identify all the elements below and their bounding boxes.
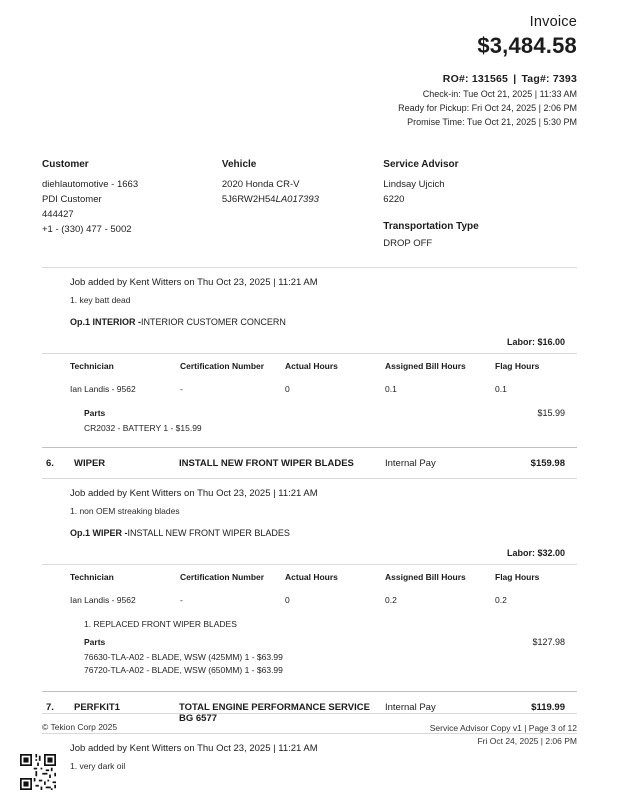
transportation-title: Transportation Type [383,221,479,232]
op-label: Op.1 INTERIOR - [70,317,142,327]
job-block-wiper [42,447,577,675]
col-actual-hours: Actual Hours [285,361,338,371]
col-flag-hours: Flag Hours [495,361,540,371]
customer-phone: +1 - (330) 477 - 5002 [42,224,132,235]
job-code: WIPER [74,458,106,469]
part-line: CR2032 - BATTERY 1 - $15.99 [84,423,202,433]
technician-table [42,565,577,611]
job-code: PERFKIT1 [74,702,120,713]
tag-number: 7393 [552,73,577,85]
job-price: $159.98 [530,458,565,469]
job-price: $119.99 [531,702,565,713]
op-line [42,516,577,548]
job-number: 7. [46,702,54,713]
ro-label: RO# [442,73,465,85]
part-line: 76630-TLA-A02 - BLADE, WSW (425MM) 1 - $63.99 [84,652,283,662]
col-certification: Certification Number [180,572,265,582]
col-assigned-bill-hours: Assigned Bill Hours [385,361,466,371]
job-added-note: Job added by Kent Witters on Thu Oct 23, 2025 | 11:21 AM [70,743,318,754]
customer-subname: PDI Customer [42,194,102,205]
tech-cert: - [180,384,183,394]
advisor-id: 6220 [383,194,405,205]
vehicle-vin [222,192,383,207]
col-technician: Technician [70,572,114,582]
copy-info: Service Advisor Copy v1 | Page 3 of 12 [429,723,577,733]
col-actual-hours: Actual Hours [285,572,338,582]
job-pay-type: Internal Pay [385,458,436,469]
customer-name: diehlautomotive - 1663 [42,179,139,190]
labor-total: Labor: $16.00 [506,337,565,347]
page-footer [42,713,577,748]
table-header-row [42,354,577,378]
job-description: TOTAL ENGINE PERFORMANCE SERVICE BG 6577 [179,702,370,724]
parts-header [42,400,577,420]
job-number: 6. [46,458,54,469]
tech-assigned-hours: 0.2 [385,595,397,605]
op-description: INSTALL NEW FRONT WIPER BLADES [127,528,290,538]
job-pay-type: Internal Pay [385,702,436,713]
col-certification: Certification Number [180,361,265,371]
footer-right [430,722,577,748]
customer-id: 444427 [42,209,74,220]
job-concern: 1. key batt dead [70,295,131,305]
printed-timestamp: Fri Oct 24, 2025 | 2:06 PM [477,736,577,746]
advisor-column [383,159,577,251]
job-added-note: Job added by Kent Witters on Thu Oct 23, 2025 | 11:21 AM [70,488,318,499]
vehicle-column [222,159,383,251]
tech-flag-hours: 0.2 [495,595,507,605]
job-added-note: Job added by Kent Witters on Thu Oct 23, 2025 | 11:21 AM [70,277,318,288]
copyright-text: © Tekion Corp 2025 [42,722,118,732]
promise-time: Promise Time: Tue Oct 21, 2025 | 5:30 PM [407,117,577,127]
part-line: 76720-TLA-A02 - BLADE, WSW (650MM) 1 - $63.99 [84,665,283,675]
advisor-title: Service Advisor [383,159,459,170]
parts-header [42,629,577,649]
tech-cert: - [180,595,183,605]
op-label: Op.1 WIPER - [70,528,128,538]
separator: | [513,73,517,85]
table-row [42,378,577,400]
tech-actual-hours: 0 [285,384,290,394]
tech-assigned-hours: 0.1 [385,384,397,394]
labor-total: Labor: $32.00 [506,548,565,558]
qr-code-icon [20,754,56,790]
tech-actual-hours: 0 [285,595,290,605]
technician-table [42,354,577,400]
col-flag-hours: Flag Hours [495,572,540,582]
job-concern: 1. non OEM streaking blades [70,506,180,516]
tech-name: Ian Landis - 9562 [70,595,136,605]
checkin-time: Check-in: Tue Oct 21, 2025 | 11:33 AM [422,89,577,99]
customer-column [42,159,222,251]
parts-amount: $15.99 [537,408,565,418]
job-block-continued [42,267,577,433]
footer-content [42,714,577,748]
job-description: INSTALL NEW FRONT WIPER BLADES [179,458,354,469]
op-description: INTERIOR CUSTOMER CONCERN [141,317,286,327]
job-concern: 1. very dark oil [70,761,126,771]
job-summary-row [42,448,577,478]
col-assigned-bill-hours: Assigned Bill Hours [385,572,466,582]
ready-for-pickup-time: Ready for Pickup: Fri Oct 24, 2025 | 2:06 PM [398,103,577,113]
transportation-value: DROP OFF [383,238,433,249]
tech-name: Ian Landis - 9562 [70,384,136,394]
vin-prefix: 5J6RW2H54 [221,194,276,205]
parts-amount: $127.98 [532,637,565,647]
vin-suffix: LA017393 [275,194,319,205]
op-line [42,305,577,337]
invoice-title: Invoice [529,14,577,30]
parts-label: Parts [84,637,106,647]
col-technician: Technician [70,361,114,371]
job-note: 1. REPLACED FRONT WIPER BLADES [84,619,237,629]
ro-tag-line: RO#: 131565 | Tag#: 7393 [442,73,577,85]
vehicle-title: Vehicle [221,159,257,170]
ro-number: 131565 [471,73,509,85]
advisor-name: Lindsay Ujcich [383,179,445,190]
table-row [42,589,577,611]
tag-label: Tag# [521,73,546,85]
customer-title: Customer [42,159,89,170]
parts-label: Parts [84,408,106,418]
table-header-row [42,565,577,589]
info-columns [42,159,577,251]
vehicle-model: 2020 Honda CR-V [221,179,300,190]
tech-flag-hours: 0.1 [495,384,507,394]
invoice-header [42,0,577,127]
invoice-total-amount: $3,484.58 [477,33,577,58]
